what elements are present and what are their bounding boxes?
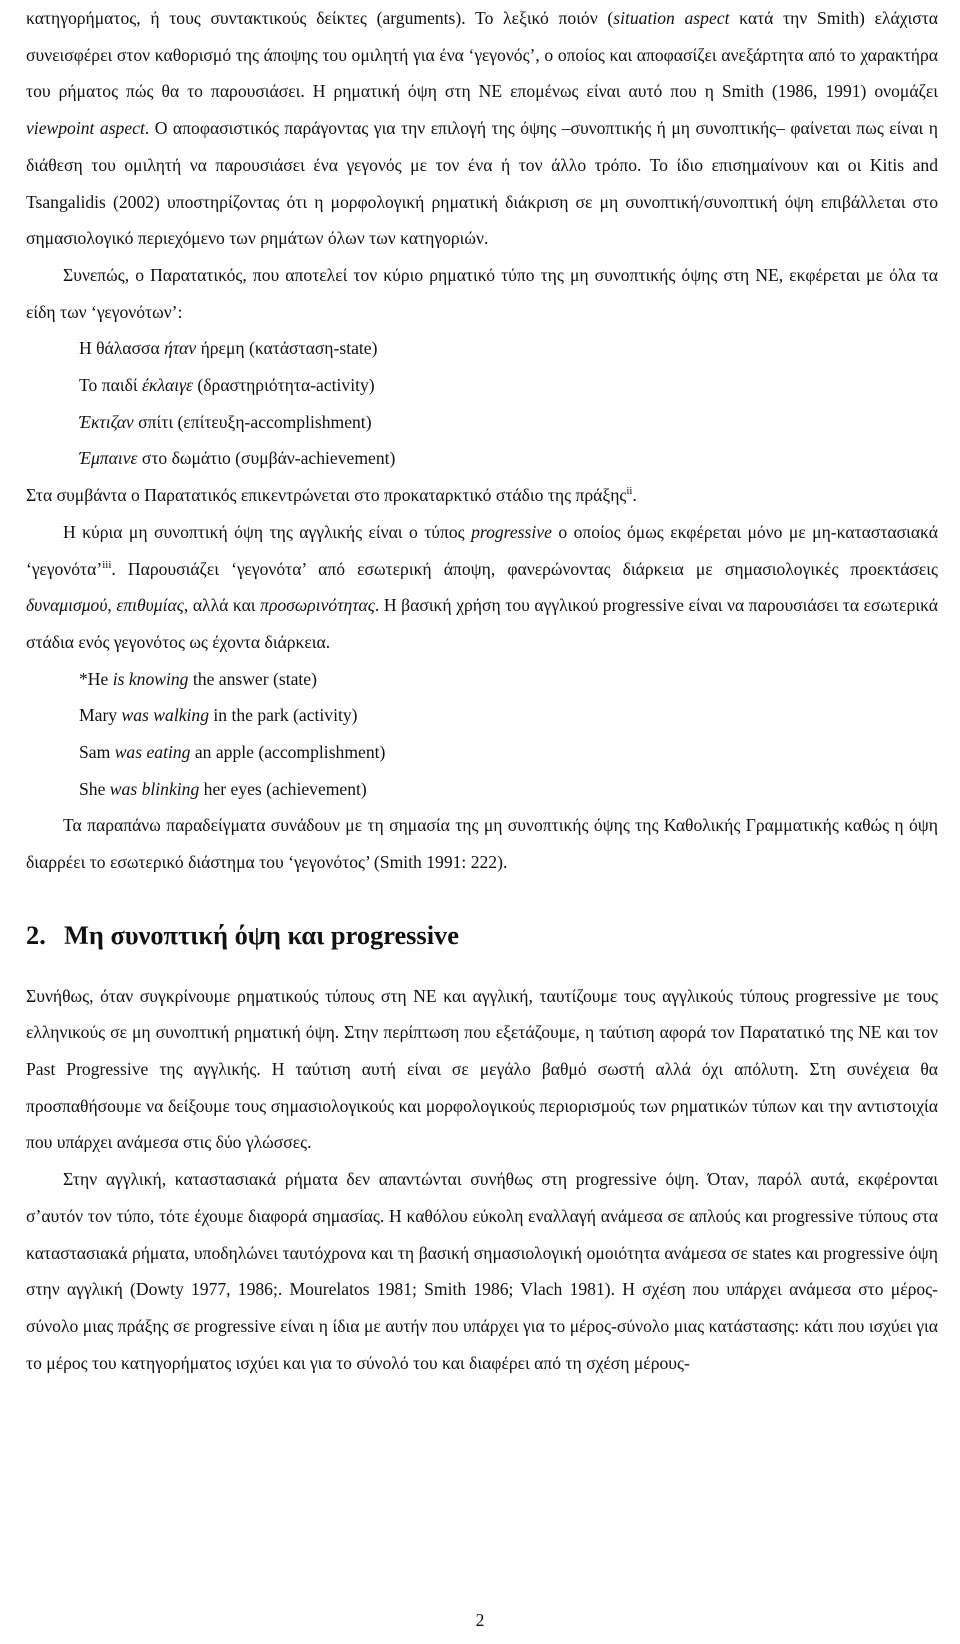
- greek-example-accomplishment: Έκτιζαν σπίτι (επίτευξη-accomplishment): [79, 411, 372, 432]
- endnote-ref-ii[interactable]: ii: [626, 485, 633, 498]
- section-heading: [26, 917, 938, 954]
- paragraph-english-progressive: Η κύρια μη συνοπτική όψη της αγγλικής είναι ο τύπος progressive ο οποίος όμως εκφέρεται μόνο με μη-καταστασιακά ‘γεγονότα’$^{iii}$. Παρουσιάζει ‘γεγονότα’ από εσωτερική άποψη, φανερώνοντας διάρκεια με σημασιολογικές προεκτάσεις δυναμισμού, επιθυμίας, αλλά και προσωρινότητας. Η βασική χρήση του αγγλικού progressive είναι να παρουσιάσει τα εσωτερικά στάδια ενός γεγονότος ως έχοντα διάρκεια.: [26, 521, 939, 652]
- endnote-ref-iii[interactable]: iii: [102, 558, 112, 571]
- english-example-state: *He is knowing the answer (state): [79, 668, 317, 689]
- greek-example-activity: Το παιδί έκλαιγε (δραστηριότητα-activity): [79, 375, 375, 396]
- greek-example-achievement: Έμπαινε στο δωμάτιο (συμβάν-achievement): [79, 448, 396, 469]
- paragraph-comparison: Συνήθως, όταν συγκρίνουμε ρηματικούς τύπους στη ΝΕ και αγγλική, ταυτίζουμε τους αγγλικούς τύπους progressive με τους ελληνικούς σε μη συνοπτική ρηματική όψη. Στην περίπτωση που εξετάζουμε, η ταύτιση αφορά τον Παρατατικό της ΝΕ και τον Past Progressive της αγγλικής. Η ταύτιση αυτή είναι σε μεγάλο βαθμό σωστή αλλά όχι απόλυτη. Στη συνέχεια θα προσπαθήσουμε να δείξουμε τους σημασιολογικούς και μορφολογικούς περιορισμούς των ρηματικών τύπων και την αντιστοιχία που υπάρχει ανάμεσα στις δύο γλώσσες.: [26, 985, 938, 1153]
- section-title: Μη συνοπτική όψη και progressive: [64, 919, 459, 950]
- page-number: 2: [475, 1610, 485, 1630]
- section-number: 2.: [26, 919, 46, 950]
- paragraph-universal-grammar: Τα παραπάνω παραδείγματα συνάδουν με τη σημασία της μη συνοπτικής όψης της Καθολικής Γραμματικής καθώς η όψη διαρρέει το εσωτερικό διάστημα του ‘γεγονότος’ (Smith 1991: 222).: [26, 815, 938, 873]
- english-example-accomplishment: Sam was eating an apple (accomplishment): [79, 742, 386, 763]
- paragraph-stative-verbs: Στην αγγλική, καταστασιακά ρήματα δεν απαντώνται συνήθως στη progressive όψη. Όταν, παρόλ αυτά, εκφέρονται σ’αυτόν τον τύπο, τότε έχουμε διαφορά σημασίας. Η καθόλου εύκολη εναλλαγή ανάμεσα σε απλούς και progressive τύπους στα καταστασιακά ρήματα, υποδηλώνει ταυτόχρονα και τη βασική σημασιολογική ομοιότητα ανάμεσα σε states και progressive όψη στην αγγλική (Dowty 1977, 1986;. Mourelatos 1981; Smith 1986; Vlach 1981). Η σχέση που υπάρχει ανάμεσα στο μέρος-σύνολο μιας πράξης σε progressive είναι η ίδια με αυτήν που υπάρχει για το μέρος-σύνολο μιας κατάστασης: κάτι που ισχύει για το μέρος του κατηγορήματος ισχύει και για το σύνολό του και διαφέρει από τη σχέση μέρους-: [26, 1169, 938, 1373]
- english-example-achievement: She was blinking her eyes (achievement): [79, 778, 367, 799]
- greek-examples: [26, 330, 938, 477]
- paragraph-paratatikos: Συνεπώς, ο Παρατατικός, που αποτελεί τον κύριο ρηματικό τύπο της μη συνοπτικής όψης στη ΝΕ, εκφέρεται με όλα τα είδη των ‘γεγονότων’:: [26, 264, 938, 322]
- paragraph-achievements: Στα συμβάντα ο Παρατατικός επικεντρώνεται στο προκαταρκτικό στάδιο της πράξης$^{ii}$.: [26, 485, 637, 506]
- english-example-activity: Mary was walking in the park (activity): [79, 705, 358, 726]
- english-examples: [26, 661, 938, 808]
- greek-example-state: Η θάλασσα ήταν ήρεμη (κατάσταση-state): [79, 338, 378, 359]
- paragraph-viewpoint-aspect: κατηγορήματος, ή τους συντακτικούς δείκτες (arguments). Το λεξικό ποιόν (situation aspect κατά την Smith) ελάχιστα συνεισφέρει στον καθορισμό της άποψης του ομιλητή για ένα ‘γεγονός’, ο οποίος και αποφασίζει ανεξάρτητα από το χαρακτήρα του ρήματος πώς θα το παρουσιάσει. Η ρηματική όψη στη ΝΕ επομένως είναι αυτό που η Smith (1986, 1991) ονομάζει viewpoint aspect. Ο αποφασιστικός παράγοντας για την επιλογή της όψης –συνοπτικής ή μη συνοπτικής– φαίνεται πως είναι η διάθεση του ομιλητή να παρουσιάσει ένα γεγονός με τον ένα ή τον άλλο τρόπο. Το ίδιο επισημαίνουν και οι Kitis and Tsangalidis (2002) υποστηρίζοντας ότι η μορφολογική ρηματική διάκριση σε μη συνοπτική/συνοπτική όψη επιβάλλεται στο σημασιολογικό περιεχόμενο των ρημάτων όλων των κατηγοριών.: [26, 8, 939, 249]
